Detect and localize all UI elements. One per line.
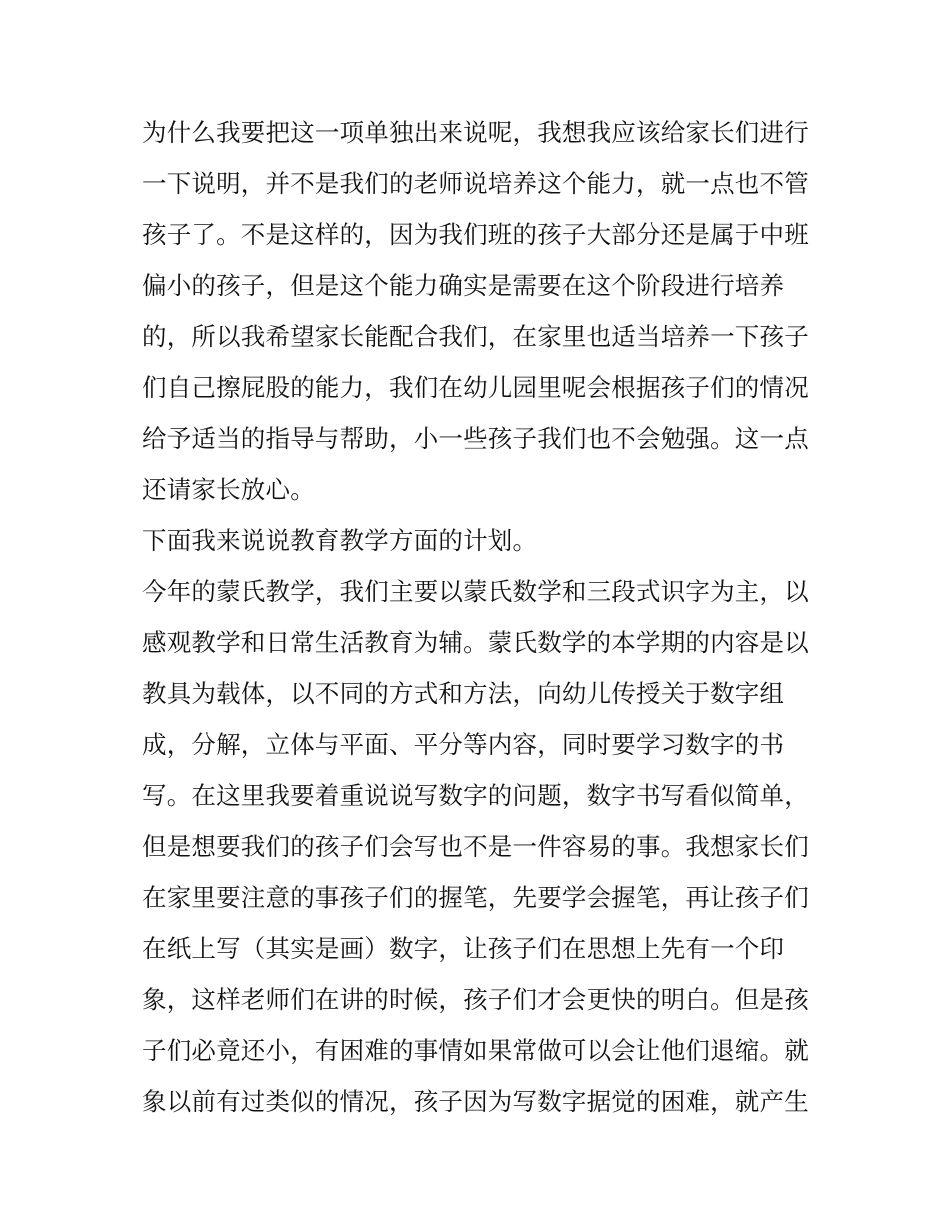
text-line: 在家里要注意的事孩子们的握笔，先要学会握笔，再让孩子们	[142, 883, 809, 912]
text-line: 给予适当的指导与帮助，小一些孩子我们也不会勉强。这一点	[142, 424, 809, 453]
text-line: 为什么我要把这一项单独出来说呢，我想我应该给家长们进行	[142, 118, 809, 147]
text-line: 写。在这里我要着重说说写数字的问题，数字书写看似简单，	[142, 781, 809, 810]
text-line: 在纸上写（其实是画）数字，让孩子们在思想上先有一个印	[142, 934, 785, 963]
text-line: 教具为载体，以不同的方式和方法，向幼儿传授关于数字组	[142, 679, 785, 708]
document-body	[142, 107, 822, 1127]
text-line: 今年的蒙氏教学，我们主要以蒙氏数学和三段式识字为主，以	[142, 577, 809, 606]
text-line: 象以前有过类似的情况，孩子因为写数字据觉的困难，就产生	[142, 1087, 809, 1116]
text-line: 子们必竟还小，有困难的事情如果常做可以会让他们退缩。就	[142, 1036, 809, 1065]
text-line: 下面我来说说教育教学方面的计划。	[142, 526, 538, 555]
text-line: 孩子了。不是这样的，因为我们班的孩子大部分还是属于中班	[142, 220, 809, 249]
text-line: 一下说明，并不是我们的老师说培养这个能力，就一点也不管	[142, 169, 809, 198]
text-line: 象，这样老师们在讲的时候，孩子们才会更快的明白。但是孩	[142, 985, 809, 1014]
text-line: 但是想要我们的孩子们会写也不是一件容易的事。我想家长们	[142, 832, 809, 861]
text-line: 成，分解，立体与平面、平分等内容，同时要学习数字的书	[142, 730, 785, 759]
text-line: 还请家长放心。	[142, 475, 315, 504]
text-line: 们自己擦屁股的能力，我们在幼儿园里呢会根据孩子们的情况	[142, 373, 809, 402]
text-line: 的，所以我希望家长能配合我们，在家里也适当培养一下孩子	[142, 322, 809, 351]
text-line: 感观教学和日常生活教育为辅。蒙氏数学的本学期的内容是以	[142, 628, 809, 657]
text-line: 偏小的孩子，但是这个能力确实是需要在这个阶段进行培养	[142, 271, 785, 300]
